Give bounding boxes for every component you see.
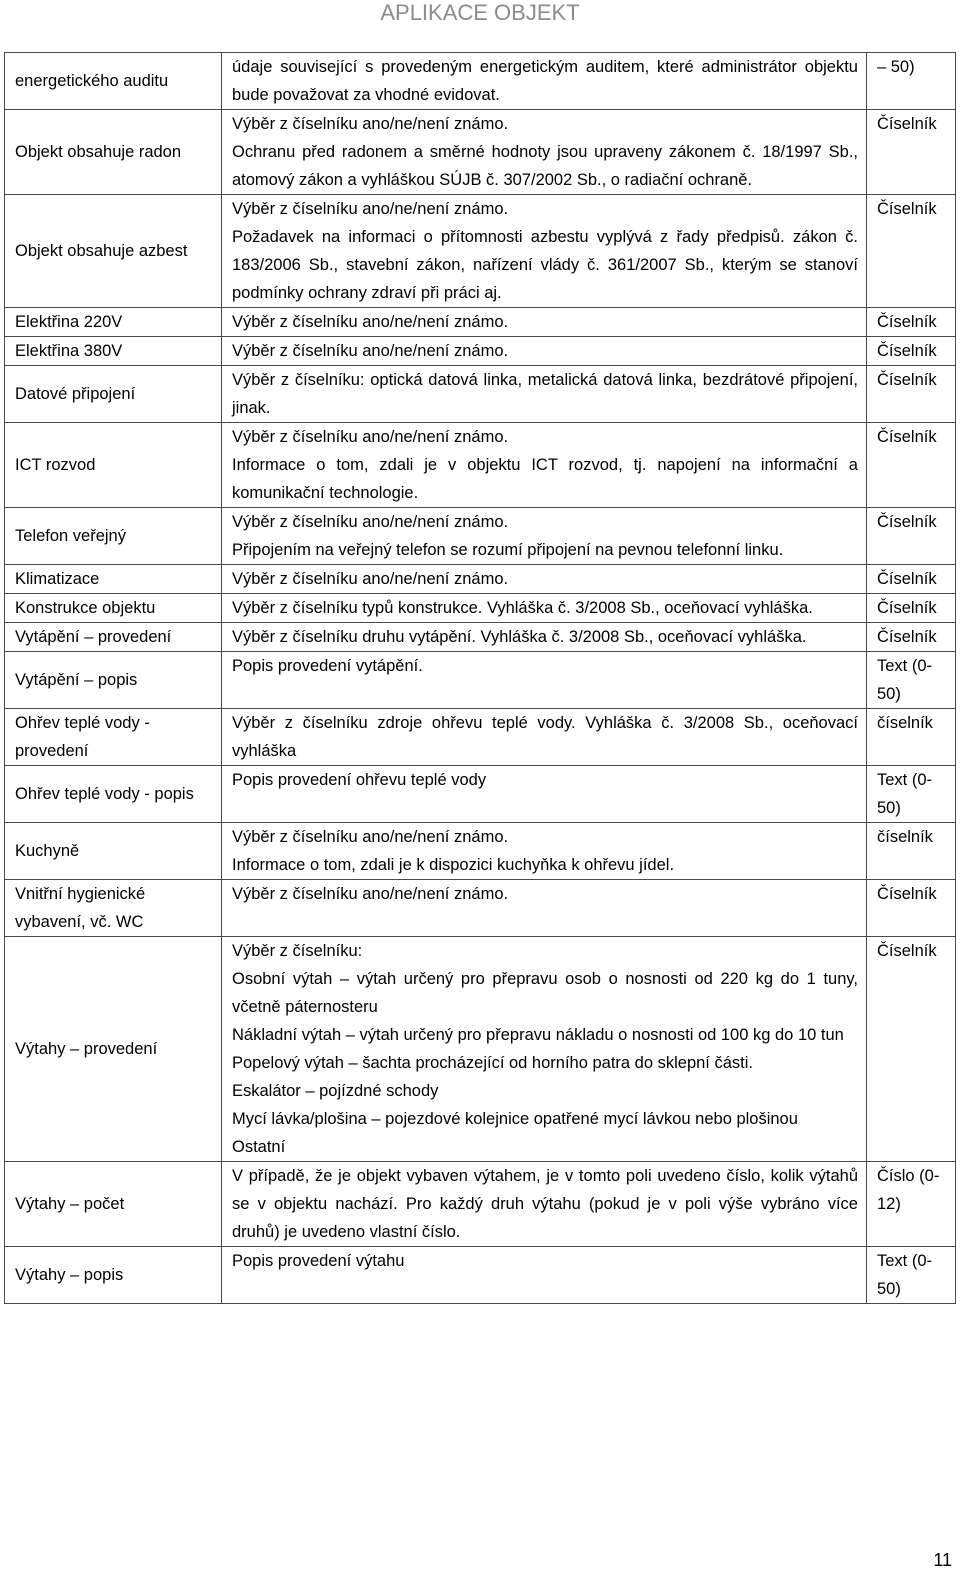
attribute-name: Vnitřní hygienické vybavení, vč. WC (5, 880, 222, 937)
description-line: Výběr z číselníku ano/ne/není známo. (232, 115, 509, 133)
table-row-ohrev-teple-vody-popis (5, 766, 956, 823)
attribute-name: Výtahy – počet (5, 1162, 222, 1247)
attribute-description (222, 1247, 867, 1304)
attribute-description (222, 766, 867, 823)
attribute-name: Datové připojení (5, 366, 222, 423)
description-line: údaje související s provedeným energetickým auditem, které administrátor objektu bude považovat za vhodné evidovat. (232, 58, 858, 104)
table-row-vytahy-popis (5, 1247, 956, 1304)
table-row-konstrukce-objektu (5, 594, 956, 623)
attribute-name: Vytápění – provedení (5, 623, 222, 652)
attribute-type: Číselník (867, 110, 956, 195)
table-row-vytapeni-provedeni (5, 623, 956, 652)
attribute-name: Výtahy – popis (5, 1247, 222, 1304)
table-row-telefon-verejny (5, 508, 956, 565)
description-line: Výběr z číselníku typů konstrukce. Vyhláška č. 3/2008 Sb., oceňovací vyhláška. (232, 599, 813, 617)
attribute-type: Číselník (867, 366, 956, 423)
description-line: Výběr z číselníku ano/ne/není známo. (232, 200, 509, 218)
description-line: Informace o tom, zdali je v objektu ICT rozvod, tj. napojení na informační a komunikační technologie. (232, 456, 858, 502)
attribute-type: Číselník (867, 508, 956, 565)
attribute-description (222, 937, 867, 1162)
attribute-description (222, 508, 867, 565)
description-line: Výběr z číselníku: optická datová linka, metalická datová linka, bezdrátové připojení, jinak. (232, 371, 858, 417)
attribute-name: Kuchyně (5, 823, 222, 880)
attribute-type: číselník (867, 823, 956, 880)
table-row-vytahy-pocet (5, 1162, 956, 1247)
attribute-description (222, 565, 867, 594)
table-row-vytapeni-popis (5, 652, 956, 709)
attribute-description (222, 823, 867, 880)
table-row-datove-pripojeni (5, 366, 956, 423)
attribute-type: Číselník (867, 880, 956, 937)
attribute-type: Číselník (867, 195, 956, 308)
table-row-elektrina-380v (5, 337, 956, 366)
attribute-name: energetického auditu (5, 53, 222, 110)
attribute-name: Klimatizace (5, 565, 222, 594)
table-row-objekt-obsahuje-radon (5, 110, 956, 195)
attribute-type: – 50) (867, 53, 956, 110)
attribute-description (222, 308, 867, 337)
description-line: Výběr z číselníku ano/ne/není známo. (232, 828, 509, 846)
attribute-description (222, 53, 867, 110)
table-row-elektrina-220v (5, 308, 956, 337)
attribute-name: Ohřev teplé vody - provedení (5, 709, 222, 766)
description-line: Požadavek na informaci o přítomnosti azbestu vyplývá z řady předpisů. zákon č. 183/2006 Sb., stavební zákon, nařízení vlády č. 361/2007 Sb., kterým se stanoví podmínky ochrany zdraví při práci aj. (232, 228, 858, 302)
table-row-vnitrni-hygienicke-vybaveni-vc-wc (5, 880, 956, 937)
description-line: Informace o tom, zdali je k dispozici kuchyňka k ohřevu jídel. (232, 856, 675, 874)
description-line: Nákladní výtah – výtah určený pro přepravu nákladu o nosnosti od 100 kg do 10 tun (232, 1026, 844, 1044)
description-line: Výběr z číselníku ano/ne/není známo. (232, 313, 509, 331)
attribute-name: Výtahy – provedení (5, 937, 222, 1162)
attribute-type: Číselník (867, 337, 956, 366)
attribute-name: Ohřev teplé vody - popis (5, 766, 222, 823)
attribute-type: Text (0-50) (867, 652, 956, 709)
attribute-name: Elektřina 380V (5, 337, 222, 366)
table-row-vytahy-provedeni (5, 937, 956, 1162)
description-line: Výběr z číselníku ano/ne/není známo. (232, 513, 509, 531)
attribute-type: Číselník (867, 623, 956, 652)
attribute-description (222, 652, 867, 709)
description-line: Výběr z číselníku ano/ne/není známo. (232, 885, 509, 903)
table-row-klimatizace (5, 565, 956, 594)
attribute-type: Číslo (0-12) (867, 1162, 956, 1247)
description-line: Popis provedení ohřevu teplé vody (232, 771, 487, 789)
table-row-kuchyne (5, 823, 956, 880)
attribute-name: Elektřina 220V (5, 308, 222, 337)
attribute-type: číselník (867, 709, 956, 766)
attribute-description (222, 709, 867, 766)
attribute-description (222, 366, 867, 423)
description-line: Popelový výtah – šachta procházející od horního patra do sklepní části. (232, 1054, 753, 1072)
attribute-name: Objekt obsahuje radon (5, 110, 222, 195)
description-line: Mycí lávka/plošina – pojezdové kolejnice opatřené mycí lávkou nebo plošinou (232, 1110, 798, 1128)
description-line: Připojením na veřejný telefon se rozumí připojení na pevnou telefonní linku. (232, 541, 784, 559)
description-line: V případě, že je objekt vybaven výtahem, je v tomto poli uvedeno číslo, kolik výtahů se v objektu nachází. Pro každý druh výtahu (pokud je v poli výše vybráno více druhů) je uvedeno vlastní číslo. (232, 1167, 858, 1241)
description-line: Výběr z číselníku: (232, 942, 363, 960)
page-number: 11 (933, 1550, 952, 1570)
attribute-type: Číselník (867, 594, 956, 623)
attribute-type: Číselník (867, 423, 956, 508)
attribute-table (4, 52, 956, 1304)
attribute-type: Číselník (867, 937, 956, 1162)
attribute-name: Vytápění – popis (5, 652, 222, 709)
table-row-energetickeho-auditu (5, 53, 956, 110)
table-row-ict-rozvod (5, 423, 956, 508)
description-line: Výběr z číselníku druhu vytápění. Vyhláška č. 3/2008 Sb., oceňovací vyhláška. (232, 628, 807, 646)
description-line: Ochranu před radonem a směrné hodnoty jsou upraveny zákonem č. 18/1997 Sb., atomový zákon a vyhláškou SÚJB č. 307/2002 Sb., o radiační ochraně. (232, 143, 858, 189)
description-line: Výběr z číselníku ano/ne/není známo. (232, 428, 509, 446)
description-line: Popis provedení výtahu (232, 1252, 405, 1270)
description-line: Ostatní (232, 1138, 286, 1156)
attribute-description (222, 623, 867, 652)
attribute-type: Číselník (867, 308, 956, 337)
attribute-name: ICT rozvod (5, 423, 222, 508)
description-line: Popis provedení vytápění. (232, 657, 423, 675)
page-header: APLIKACE OBJEKT (380, 0, 580, 25)
description-line: Eskalátor – pojízdné schody (232, 1082, 439, 1100)
description-line: Výběr z číselníku zdroje ohřevu teplé vody. Vyhláška č. 3/2008 Sb., oceňovací vyhláška (232, 714, 858, 760)
table-row-ohrev-teple-vody-provedeni (5, 709, 956, 766)
attribute-description (222, 337, 867, 366)
attribute-type: Text (0-50) (867, 766, 956, 823)
attribute-name: Objekt obsahuje azbest (5, 195, 222, 308)
description-line: Výběr z číselníku ano/ne/není známo. (232, 342, 509, 360)
attribute-description (222, 423, 867, 508)
table-row-objekt-obsahuje-azbest (5, 195, 956, 308)
attribute-description (222, 1162, 867, 1247)
attribute-type: Text (0-50) (867, 1247, 956, 1304)
attribute-type: Číselník (867, 565, 956, 594)
attribute-name: Telefon veřejný (5, 508, 222, 565)
attribute-description (222, 594, 867, 623)
attribute-description (222, 195, 867, 308)
description-line: Osobní výtah – výtah určený pro přepravu osob o nosnosti od 220 kg do 1 tuny, včetně páternosteru (232, 970, 858, 1016)
attribute-description (222, 880, 867, 937)
attribute-name: Konstrukce objektu (5, 594, 222, 623)
description-line: Výběr z číselníku ano/ne/není známo. (232, 570, 509, 588)
attribute-description (222, 110, 867, 195)
